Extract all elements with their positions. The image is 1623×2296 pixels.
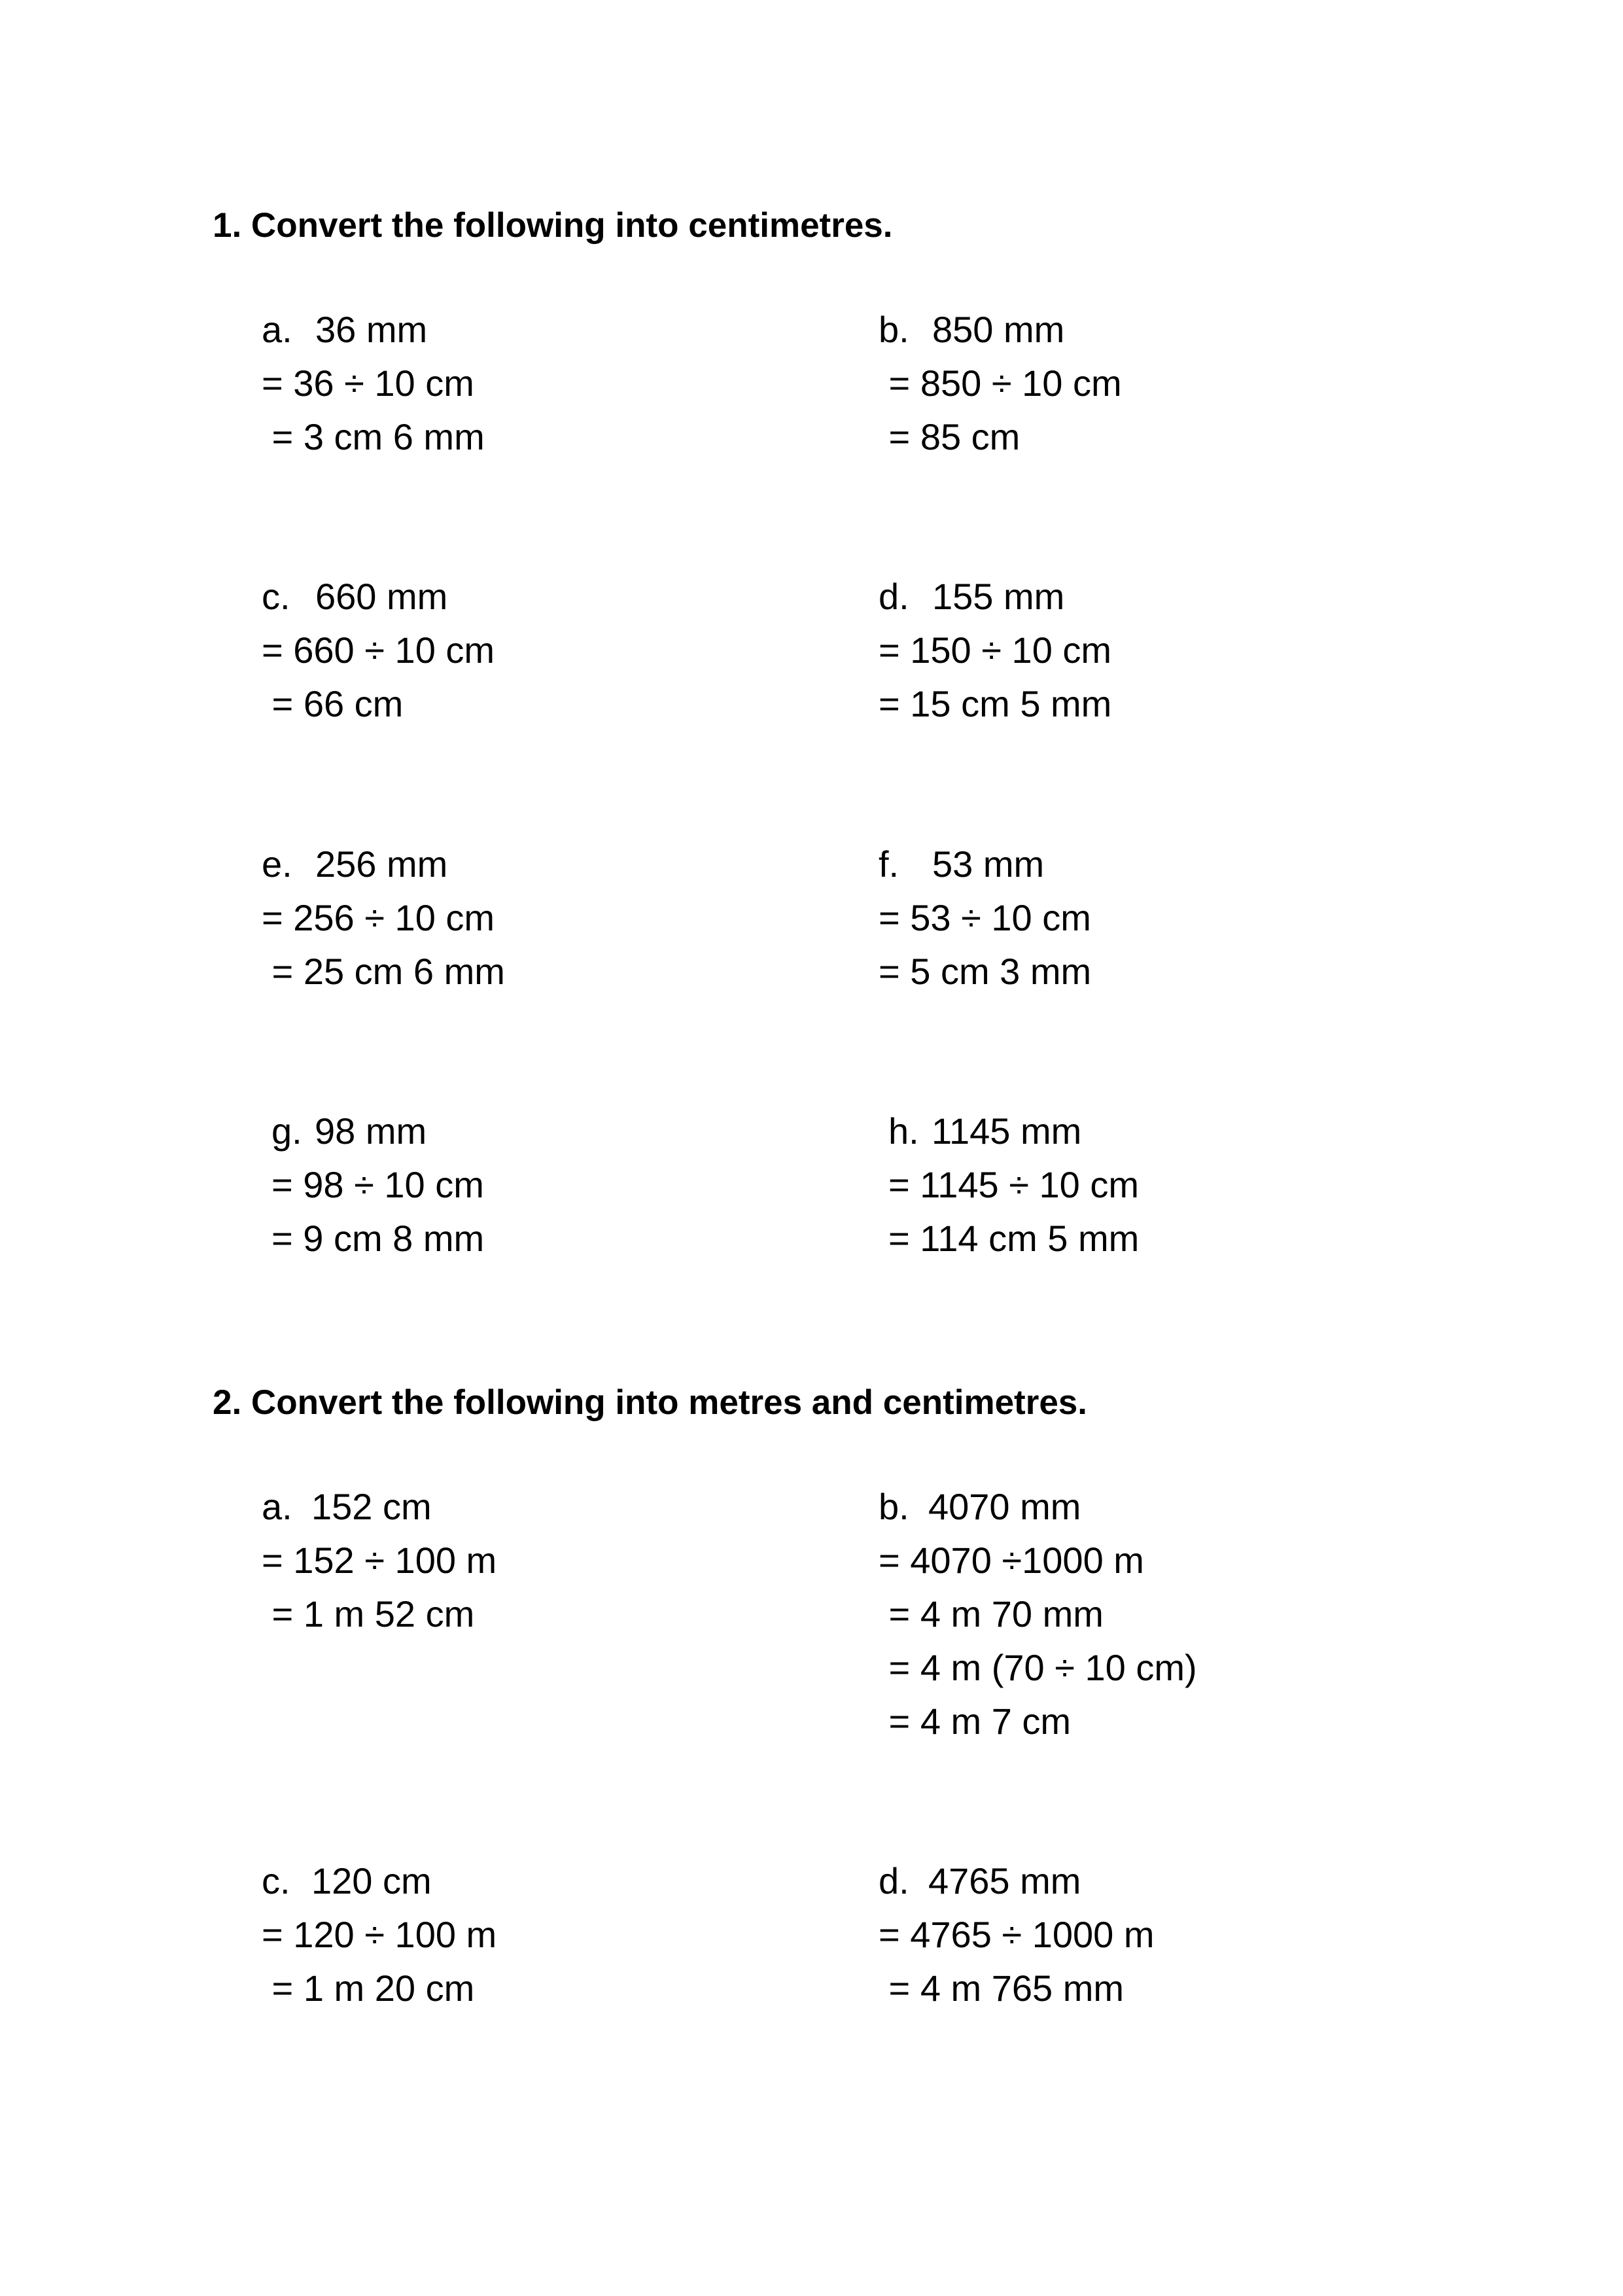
problem-letter: d. [879, 576, 909, 617]
problem-letter: a. [262, 309, 292, 350]
problem-question: 850 mm [932, 309, 1065, 350]
working-step: = 660 ÷ 10 cm [262, 629, 495, 671]
working-step: = 4 m 70 mm [879, 1593, 1104, 1634]
problem-2b [879, 1480, 1467, 1748]
problem-question: 4765 mm [928, 1860, 1081, 1901]
problem-label [271, 1104, 860, 1158]
problem-1e [262, 838, 850, 998]
problem-1g [271, 1104, 860, 1265]
problem-label [879, 1854, 1467, 1908]
working-step: = 256 ÷ 10 cm [262, 897, 495, 938]
working-step: = 4765 ÷ 1000 m [879, 1914, 1155, 1955]
problem-question: 98 mm [315, 1110, 427, 1152]
problem-1b [879, 303, 1467, 464]
working-step: = 3 cm 6 mm [262, 416, 485, 457]
working-step: = 4 m (70 ÷ 10 cm) [879, 1647, 1197, 1688]
working-step: = 4 m 765 mm [879, 1968, 1125, 2009]
working-step: = 1 m 52 cm [262, 1593, 475, 1634]
section-1-heading: 1. Convert the following into centimetres. [213, 206, 893, 245]
problem-letter: c. [262, 576, 290, 617]
problem-label [262, 303, 850, 357]
working-step: = 120 ÷ 100 m [262, 1914, 497, 1955]
working-step: = 1 m 20 cm [262, 1968, 475, 2009]
working-step: = 53 ÷ 10 cm [879, 897, 1091, 938]
problem-letter: a. [262, 1486, 292, 1527]
problem-2a [262, 1480, 850, 1641]
working-step: = 150 ÷ 10 cm [879, 629, 1112, 671]
working-step: = 5 cm 3 mm [879, 951, 1092, 992]
working-step: = 114 cm 5 mm [888, 1218, 1140, 1259]
problem-letter: g. [271, 1110, 302, 1152]
problem-label [262, 1480, 850, 1534]
working-step: = 36 ÷ 10 cm [262, 362, 474, 404]
working-step: = 66 cm [262, 683, 404, 724]
working-step: = 1145 ÷ 10 cm [888, 1164, 1140, 1205]
problem-question: 155 mm [932, 576, 1065, 617]
problem-1f [879, 838, 1467, 998]
working-step: = 4070 ÷1000 m [879, 1540, 1144, 1581]
problem-2c [262, 1854, 850, 2015]
problem-letter: c. [262, 1860, 290, 1901]
problem-letter: e. [262, 843, 292, 885]
problem-label [262, 570, 850, 624]
problem-question: 256 mm [315, 843, 448, 885]
problem-letter: d. [879, 1860, 909, 1901]
working-step: = 98 ÷ 10 cm [271, 1164, 484, 1205]
problem-label [879, 303, 1467, 357]
working-step: = 15 cm 5 mm [879, 683, 1112, 724]
problem-letter: b. [879, 309, 909, 350]
problem-1a [262, 303, 850, 464]
problem-question: 36 mm [315, 309, 428, 350]
problem-label [262, 838, 850, 891]
problem-question: 4070 mm [928, 1486, 1081, 1527]
problem-letter: h. [888, 1110, 919, 1152]
working-step: = 4 m 7 cm [879, 1701, 1072, 1742]
working-step: = 85 cm [879, 416, 1021, 457]
problem-question: 120 cm [311, 1860, 432, 1901]
working-step: = 9 cm 8 mm [271, 1218, 485, 1259]
working-step: = 152 ÷ 100 m [262, 1540, 497, 1581]
problem-label [888, 1104, 1477, 1158]
problem-label [879, 1480, 1467, 1534]
problem-label [879, 570, 1467, 624]
problem-letter: f. [879, 843, 899, 885]
problem-1h [888, 1104, 1477, 1265]
section-2-heading: 2. Convert the following into metres and centimetres. [213, 1383, 1088, 1422]
problem-question: 660 mm [315, 576, 448, 617]
working-step: = 850 ÷ 10 cm [879, 362, 1122, 404]
problem-label [262, 1854, 850, 1908]
problem-question: 152 cm [311, 1486, 432, 1527]
problem-letter: b. [879, 1486, 909, 1527]
problem-2d [879, 1854, 1467, 2015]
problem-1d [879, 570, 1467, 731]
working-step: = 25 cm 6 mm [262, 951, 505, 992]
problem-question: 1145 mm [932, 1110, 1082, 1152]
problem-question: 53 mm [932, 843, 1045, 885]
problem-1c [262, 570, 850, 731]
problem-label [879, 838, 1467, 891]
